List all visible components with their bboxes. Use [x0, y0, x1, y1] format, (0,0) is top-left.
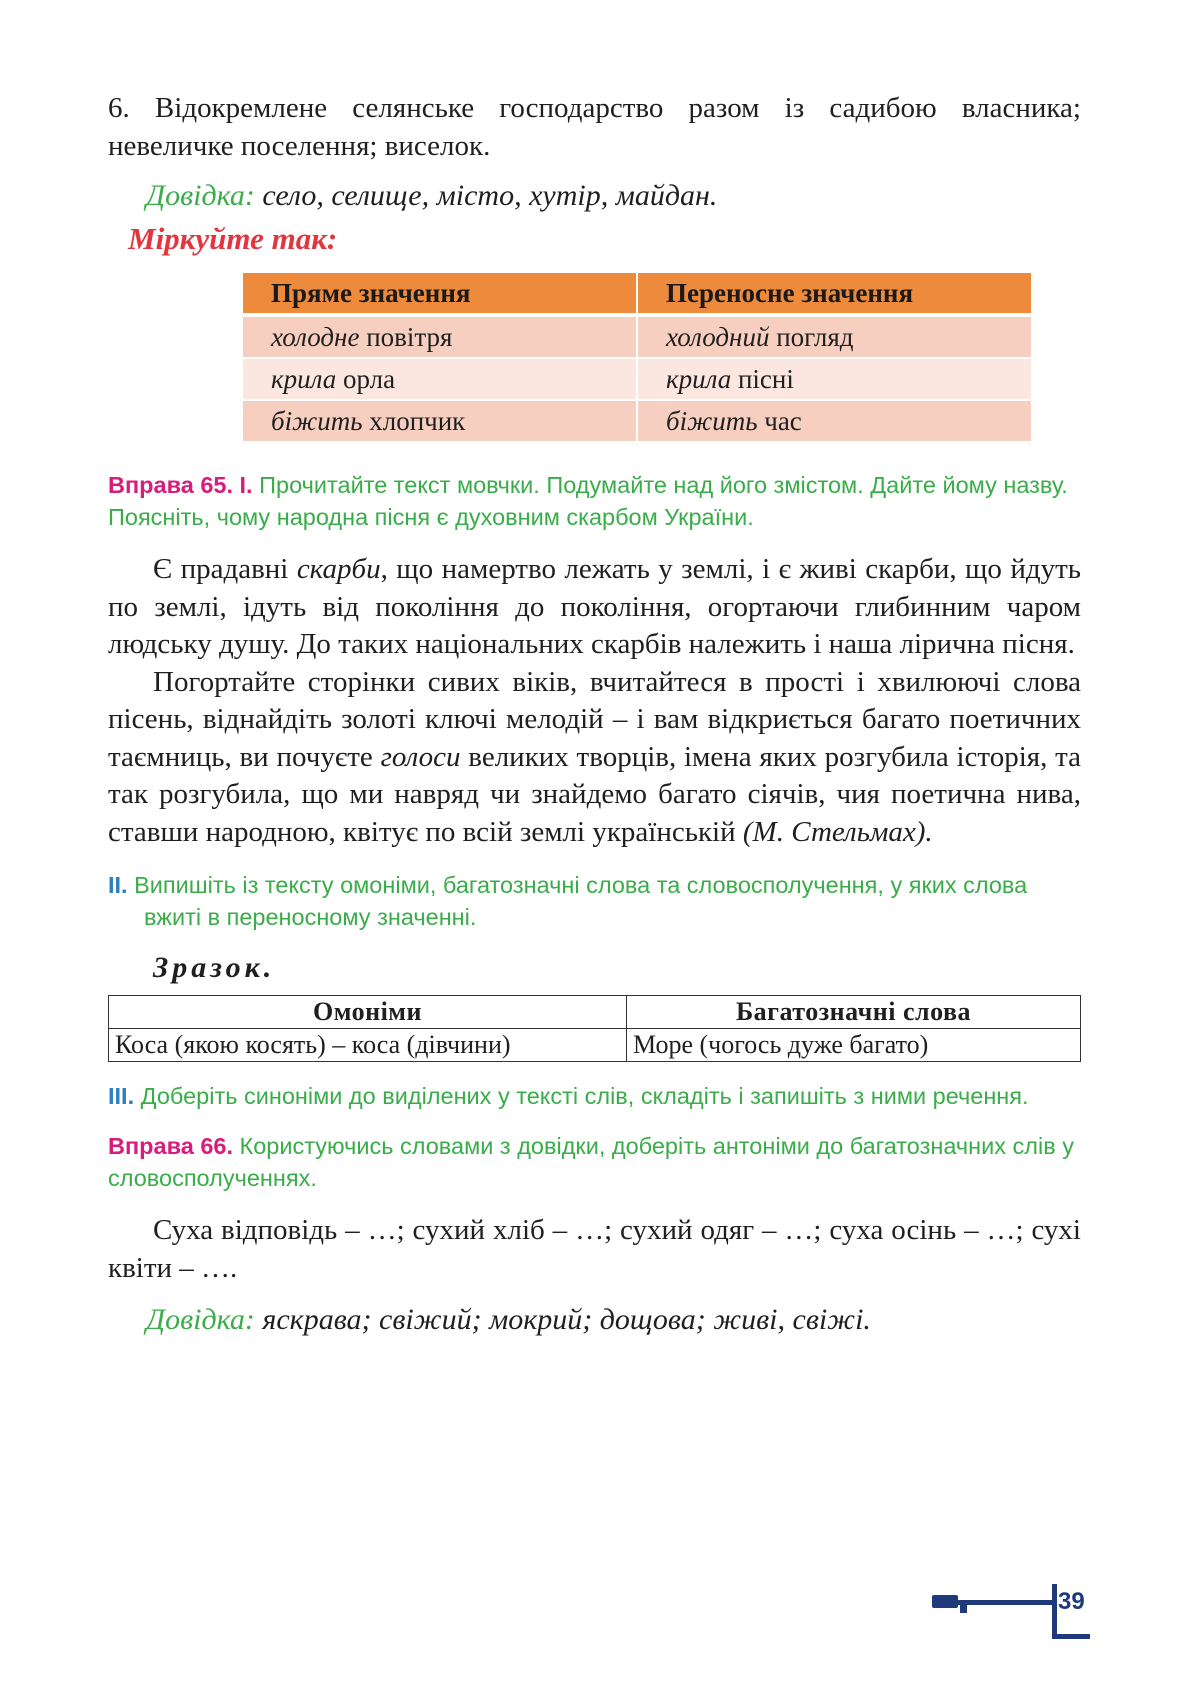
- task-3-text: Доберіть синоніми до виділених у тексті слів, складіть і запишіть з ними речення.: [140, 1083, 1029, 1109]
- dovidka-2: [146, 1303, 1081, 1337]
- exercise-66-label: Вправа 66.: [108, 1133, 233, 1159]
- task-3-num: III.: [108, 1083, 135, 1109]
- table-cell: крила орла: [243, 357, 636, 399]
- task-3: [108, 1080, 1081, 1112]
- table-row: [243, 399, 1031, 441]
- sample-table: [108, 995, 1081, 1062]
- sample-header-polysemous: Багатозначні слова: [627, 996, 1081, 1029]
- table-row: [109, 1029, 1081, 1062]
- table-cell: крила пісні: [636, 357, 1031, 399]
- task-2-num: II.: [108, 872, 128, 898]
- exercise-65-label: Вправа 65.: [108, 472, 233, 498]
- dovidka-label: Довідка:: [146, 1303, 255, 1336]
- exercise-66-phrases: Суха відповідь – …; сухий хліб – …; сухий одяг – …; суха осінь – …; сухі квіти – ….: [108, 1214, 1081, 1284]
- exercise-65-task: [108, 469, 1081, 533]
- table-row: [243, 357, 1031, 399]
- table-cell: холодний погляд: [636, 315, 1031, 357]
- passage-author: (М. Стельмах).: [742, 815, 933, 848]
- mirkuyte-heading: Міркуйте так:: [128, 221, 338, 256]
- meaning-table: [243, 273, 1031, 441]
- table-cell: Море (чогось дуже багато): [627, 1029, 1081, 1062]
- exercise-65-text: Прочитайте текст мовчки. Подумайте над його змістом. Дайте йому назву. Поясніть, чому народна пісня є духовним скарбом України.: [108, 472, 1068, 530]
- dovidka-label: Довідка:: [146, 179, 255, 212]
- task-2-text: Випишіть із тексту омоніми, багатозначні слова та словосполучення, у яких слова вжиті в переносному значенні.: [134, 872, 1028, 930]
- zrazok-heading: Зразок.: [153, 951, 276, 984]
- table-cell: Коса (якою косять) – коса (дівчини): [109, 1029, 627, 1062]
- dovidka-text: село, селище, місто, хутір, майдан.: [262, 179, 718, 212]
- table-row: [243, 315, 1031, 357]
- exercise-66-text: Користуючись словами з довідки, доберіть антоніми до багатозначних слів у словосполученнях.: [108, 1133, 1074, 1191]
- page-number: 39: [1058, 1588, 1085, 1615]
- meaning-header-figurative: Переносне значення: [636, 273, 1031, 315]
- dovidka-text: яскрава; свіжий; мокрий; дощова; живі, свіжі.: [262, 1303, 871, 1336]
- task-2: [108, 869, 1081, 933]
- page-content: [108, 90, 1081, 1337]
- exercise-66-task: [108, 1130, 1081, 1194]
- table-cell: холодне повітря: [243, 315, 636, 357]
- table-cell: біжить хлопчик: [243, 399, 636, 441]
- dovidka-1: [146, 179, 1081, 213]
- exercise-65-part: I.: [239, 472, 253, 498]
- passage-paragraph-1: Є прадавні скарби, що намертво лежать у землі, і є живі скарби, що йдуть по землі, ідуть від покоління до покоління, огортаючи глибинним чаром людську душу. До таких національних скарбів належить і наша лірична пісня.: [108, 553, 1081, 660]
- meaning-header-direct: Пряме значення: [243, 273, 636, 315]
- sample-header-homonyms: Омоніми: [109, 996, 627, 1029]
- passage-paragraph-2: Погортайте сторінки сивих віків, вчитайтеся в прості і хвилюючі слова пісень, віднайдіть золоті ключі мелодій – і вам відкриється багато поетичних таємниць, ви почуєте голоси великих творців, імена яких розгубила історія, та так розгубила, що ми навряд чи знайдемо багато сіячів, чия поетична нива, ставши народною, квітує по всій землі українській (М. Стельмах).: [108, 665, 1082, 848]
- table-cell: біжить час: [636, 399, 1031, 441]
- item-6: 6. Відокремлене селянське господарство разом із садибою власника; невеличке поселення; виселок.: [108, 92, 1081, 162]
